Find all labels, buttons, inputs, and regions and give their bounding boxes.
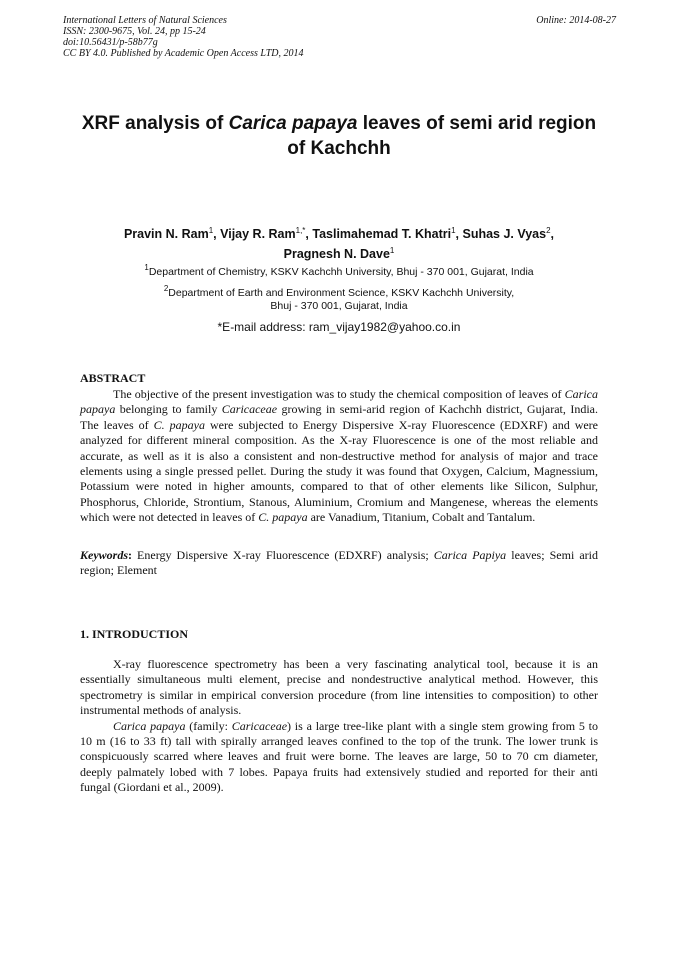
journal-name: International Letters of Natural Sciences	[63, 15, 227, 26]
keywords-text: leaves; Semi arid region; Element	[80, 548, 599, 578]
running-header	[63, 15, 616, 59]
author-name: Pragnesh N. Dave	[283, 247, 390, 261]
author-affil-mark: 1	[389, 246, 395, 255]
abstract-text: were subjected to Energy Dispersive X-ray Fluorescence (EDXRF) and were analyzed for different mineral composition. As the X-ray Fluorescence is one of the most reliable and accurate, as well as it is also a consistent and non-destructive method for analysis of major and trace elements using a single pressed pellet. During the study it was found that Oxygen, Calcium, Magnessium, Potassium were noted in higher amounts, compared to that of other elements like Silicon, Sulphur, Phosphorus, Chloride, Strontium, Stanous, Aluminium, Cromium and Mangenese, whereas the elements which were not detected in leaves of	[80, 417, 599, 525]
author-name: , Suhas J. Vyas	[455, 227, 547, 241]
abstract-text: The objective of the present investigation was to study the chemical composition of leaves of	[113, 387, 565, 401]
author-affil-mark: 2	[546, 226, 551, 235]
affil-mark: 1	[144, 263, 149, 272]
abstract-heading: ABSTRACT	[80, 371, 146, 385]
abstract-paragraph	[80, 387, 598, 526]
author-separator: ,	[550, 227, 555, 241]
issn-line: ISSN: 2300-9675, Vol. 24, pp 15-24	[63, 26, 206, 37]
author-affil-mark: 1,*	[295, 226, 306, 235]
author-name: Pravin N. Ram	[123, 227, 209, 241]
intro-paragraph-1: X-ray fluorescence spectrometry has been a very fascinating analytical tool, because it is an essentially simultaneous multi element, precise and nondestructive analytical method. However, this spectrometry is similar in empirical conversion procedure (from line intensities to composition) to other instrumental methods of analysis.	[80, 657, 598, 718]
author-list	[80, 224, 598, 264]
intro-italic: Caricaceae	[231, 718, 288, 733]
abstract-italic: Carica papaya	[80, 387, 598, 417]
corresponding-email: *E-mail address: ram_vijay1982@yahoo.co.in	[217, 320, 461, 334]
author-affil-mark: 1	[208, 226, 214, 235]
author-name: , Vijay R. Ram	[213, 227, 296, 241]
title-part1: XRF analysis of	[81, 113, 229, 134]
affil-text: Department of Chemistry, KSKV Kachchh University, Bhuj - 370 001, Gujarat, India	[148, 266, 534, 278]
affiliation-1	[80, 263, 598, 279]
abstract-text: are Vanadium, Titanium, Cobalt and Tantalum.	[307, 510, 536, 525]
license-line: CC BY 4.0. Published by Academic Open Access LTD, 2014	[63, 48, 304, 59]
paper-title	[80, 111, 598, 161]
affil-text: Bhuj - 370 001, Gujarat, India	[270, 300, 408, 312]
abstract-text: growing in semi-arid region of Kachchh district, Gujarat, India. The leaves of	[80, 402, 598, 432]
online-date: Online: 2014-08-27	[536, 15, 616, 26]
keywords	[80, 548, 598, 579]
keywords-label: Keywords	[80, 548, 128, 562]
title-species: Carica papaya	[228, 113, 358, 134]
keywords-text: Energy Dispersive X-ray Fluorescence (EDXRF) analysis;	[132, 548, 434, 562]
abstract-italic: C. papaya	[153, 417, 205, 432]
abstract-italic: C. papaya	[258, 510, 308, 525]
affil-mark: 2	[163, 284, 169, 293]
keywords-italic: Carica Papiya	[433, 548, 507, 562]
abstract-italic: Caricaceae	[221, 402, 278, 417]
author-name: , Taslimahemad T. Khatri	[305, 227, 452, 241]
title-part2: leaves of semi arid region of Kachchh	[287, 113, 597, 159]
affil-text: Department of Earth and Environment Science, KSKV Kachchh University,	[168, 287, 515, 299]
doi-line: doi:10.56431/p-58b77g	[63, 37, 158, 48]
intro-paragraph-2	[80, 719, 598, 796]
abstract-text: belonging to family	[115, 402, 222, 417]
intro-italic: Carica papaya	[113, 718, 186, 733]
abstract-body	[80, 387, 598, 526]
introduction-body	[80, 657, 598, 796]
author-affil-mark: 1	[451, 226, 456, 235]
affiliation-2	[80, 284, 598, 313]
keywords-colon: :	[128, 548, 132, 562]
intro-text: ) is a large tree-like plant with a single stem growing from 5 to 10 m (16 to 33 ft) tall with spirally arranged leaves confined to the top of the trunk. The lower trunk is conspicuously scarred where leaves and fruit were borne. The leaves are large, 50 to 70 cm diameter, deeply palmately lobed with 7 lobes. Papaya fruits had extensively studied and reported for their anti fungal (Giordani et al., 2009).	[80, 718, 599, 795]
section-heading-introduction: 1. INTRODUCTION	[80, 627, 189, 641]
intro-text: (family:	[185, 718, 232, 733]
